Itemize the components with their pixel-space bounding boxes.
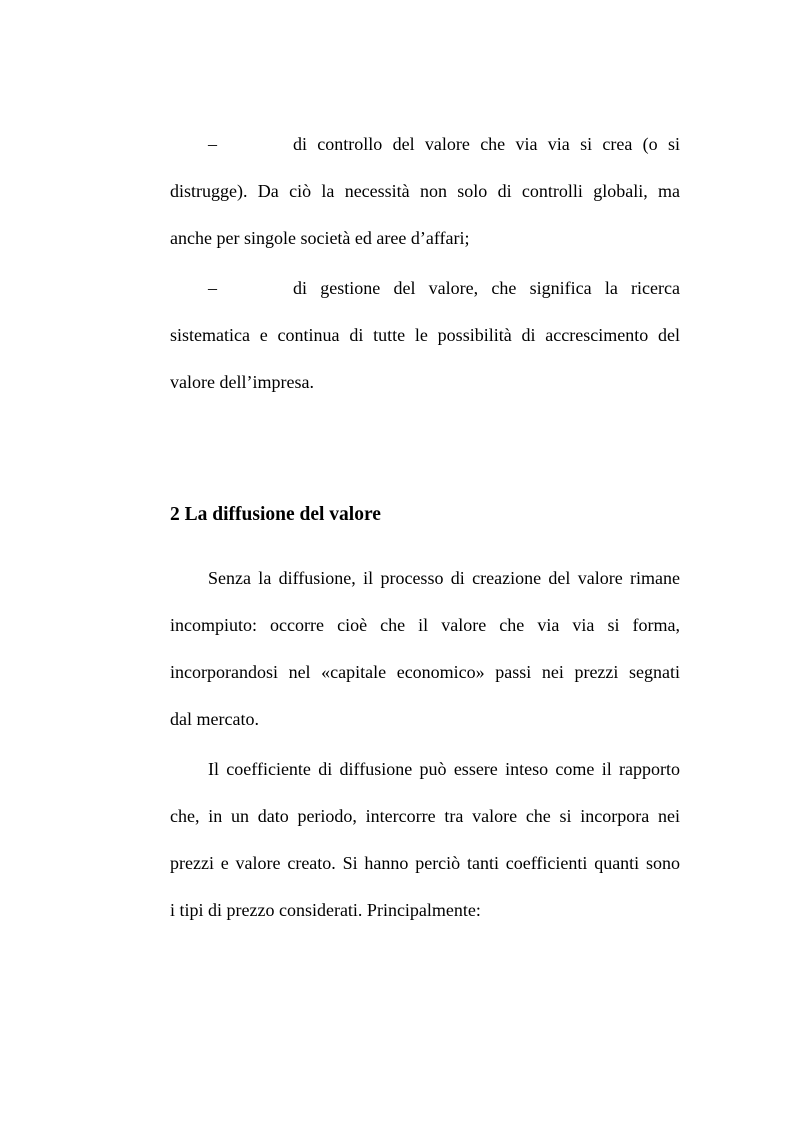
list-item-text: di controllo del valore che via via si crea (o si <box>293 134 680 154</box>
list-item-text-line: valore dell’impresa. <box>170 372 314 392</box>
paragraph-text-line: incompiuto: occorre cioè che il valore che via via si forma, <box>170 615 680 635</box>
section-heading: 2 La diffusione del valore <box>170 504 381 525</box>
paragraph-text-line: che, in un dato periodo, intercorre tra valore che si incorpora nei <box>170 806 680 826</box>
paragraph-text: Il coefficiente di diffusione può essere inteso come il rapporto <box>208 759 680 779</box>
paragraph-text-line: i tipi di prezzo considerati. Principalmente: <box>170 900 481 920</box>
dash-marker: – <box>208 278 217 298</box>
list-item-text-line: distrugge). Da ciò la necessità non solo di controlli globali, ma <box>170 181 680 201</box>
list-item-text-line: sistematica e continua di tutte le possibilità di accrescimento del <box>170 325 680 345</box>
paragraph-first-line <box>170 757 680 781</box>
paragraph-text: Senza la diffusione, il processo di creazione del valore rimane <box>208 568 680 588</box>
list-item-text: di gestione del valore, che significa la ricerca <box>293 278 680 298</box>
paragraph-text-line: prezzi e valore creato. Si hanno perciò tanti coefficienti quanti sono <box>170 853 680 873</box>
paragraph-text-line: dal mercato. <box>170 709 259 729</box>
list-item-first-line <box>170 276 680 300</box>
paragraph-first-line <box>170 566 680 590</box>
list-item-text-line: anche per singole società ed aree d’affari; <box>170 228 470 248</box>
dash-marker: – <box>208 134 217 154</box>
paragraph-text-line: incorporandosi nel «capitale economico» passi nei prezzi segnati <box>170 662 680 682</box>
list-item-first-line <box>170 132 680 156</box>
